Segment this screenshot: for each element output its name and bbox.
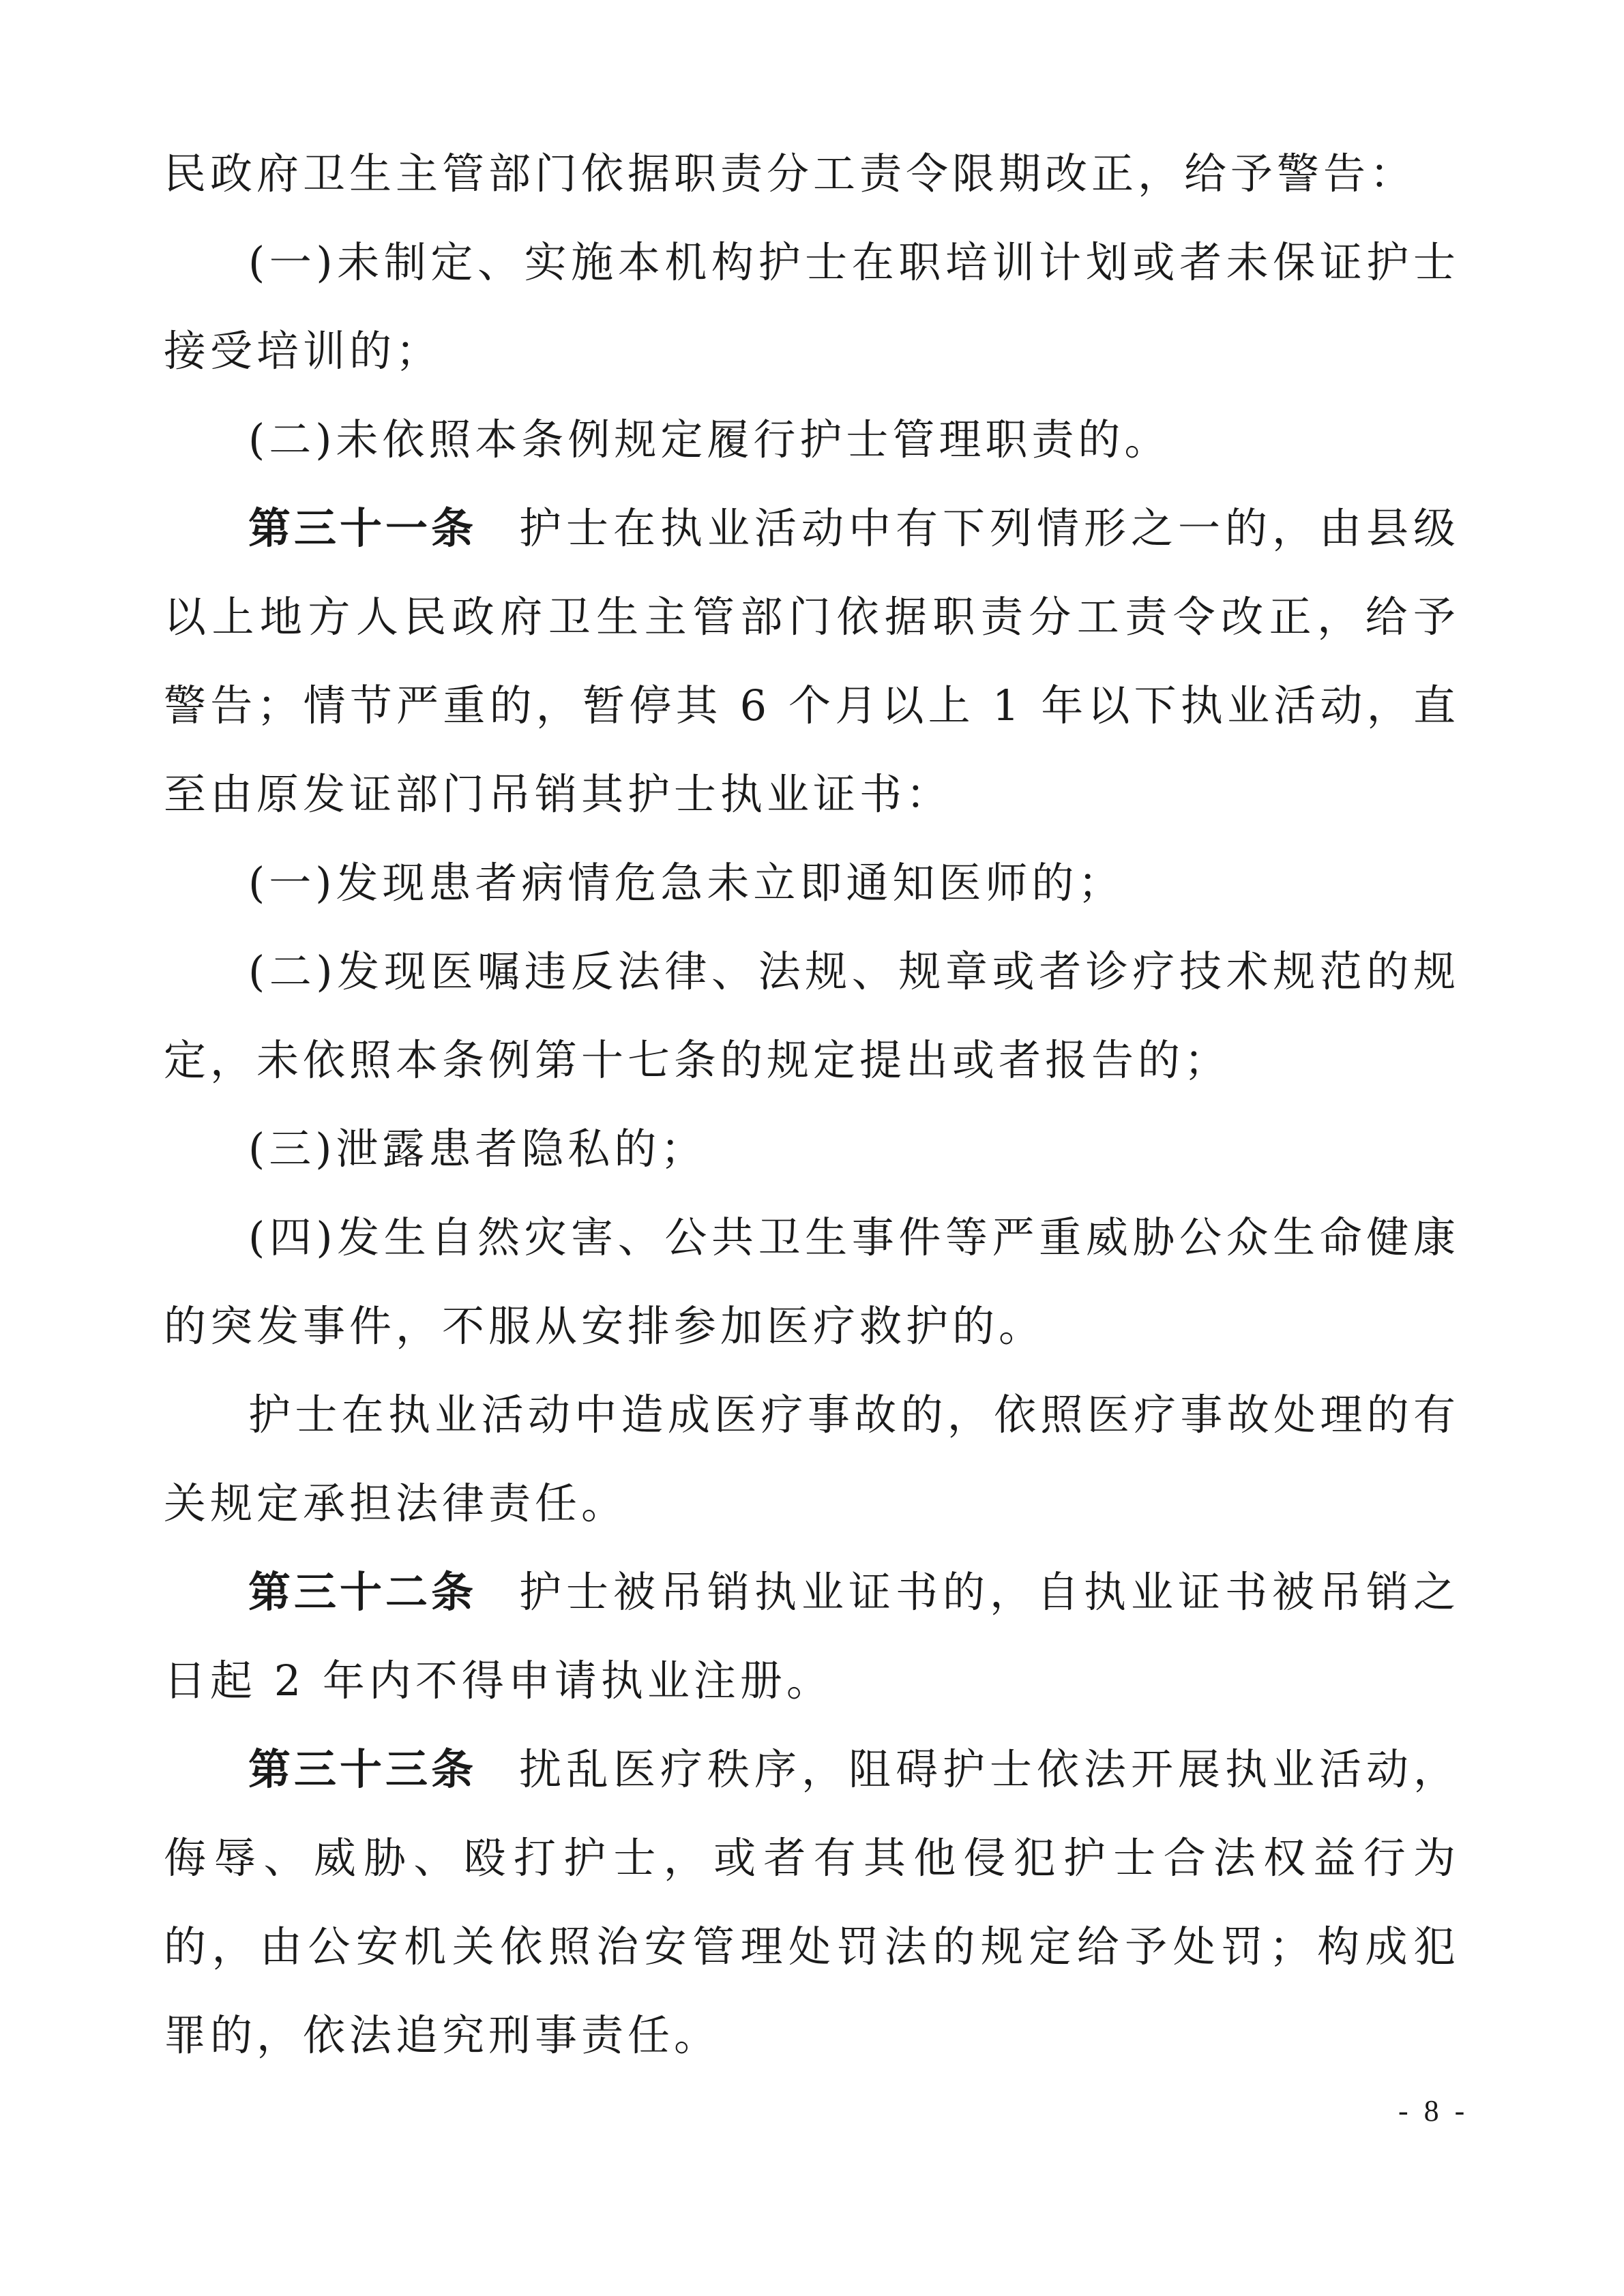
paragraph-item <box>164 396 1460 484</box>
paragraph-item <box>164 927 1460 1105</box>
paragraph-text: 护士在执业活动中造成医疗事故的，依照医疗事故处理的有关规定承担法律责任。 <box>164 1390 1460 1528</box>
page-number: - 8 - <box>1398 2094 1469 2128</box>
article-label: 第三十二条 <box>248 1567 477 1617</box>
paragraph-text: 扰乱医疗秩序，阻碍护士依法开展执业活动，侮辱、威胁、殴打护士，或者有其他侵犯护士合法权益行为的，由公安机关依照治安管理处罚法的规定给予处罚；构成犯罪的，依法追究刑事责任。 <box>164 1744 1460 2060</box>
paragraph-text: 护士在执业活动中有下列情形之一的，由县级以上地方人民政府卫生主管部门依据职责分工责令改正，给予警告；情节严重的，暂停其 6 个月以上 1 年以下执业活动，直至由原发证部门吊销其护士执业证书： <box>164 503 1460 819</box>
article-label: 第三十三条 <box>248 1744 477 1794</box>
paragraph-text: (一)未制定、实施本机构护士在职培训计划或者未保证护士接受培训的； <box>164 237 1460 376</box>
paragraph-item <box>164 839 1460 927</box>
paragraph-item <box>164 218 1460 396</box>
article-33 <box>164 1725 1460 2080</box>
paragraph-text: 民政府卫生主管部门依据职责分工责令限期改正，给予警告： <box>164 149 1417 198</box>
paragraph-text: (二)发现医嘱违反法律、法规、规章或者诊疗技术规范的规定，未依照本条例第十七条的规定提出或者报告的； <box>164 946 1460 1085</box>
paragraph-item <box>164 1193 1460 1371</box>
article-32 <box>164 1548 1460 1725</box>
document-body <box>164 130 1460 2080</box>
paragraph-text: (三)泄露患者隐私的； <box>248 1124 707 1174</box>
paragraph-text: (一)发现患者病情危急未立即通知医师的； <box>248 858 1125 908</box>
article-31 <box>164 484 1460 839</box>
article-label: 第三十一条 <box>248 503 477 553</box>
paragraph-text: (四)发生自然灾害、公共卫生事件等严重威胁公众生命健康的突发事件，不服从安排参加医疗救护的。 <box>164 1212 1460 1351</box>
paragraph-text: 护士被吊销执业证书的，自执业证书被吊销之日起 2 年内不得申请执业注册。 <box>164 1567 1460 1705</box>
paragraph-item <box>164 1105 1460 1193</box>
paragraph-continuation <box>164 130 1460 218</box>
paragraph-text: (二)未依照本条例规定履行护士管理职责的。 <box>248 415 1171 464</box>
paragraph <box>164 1371 1460 1548</box>
